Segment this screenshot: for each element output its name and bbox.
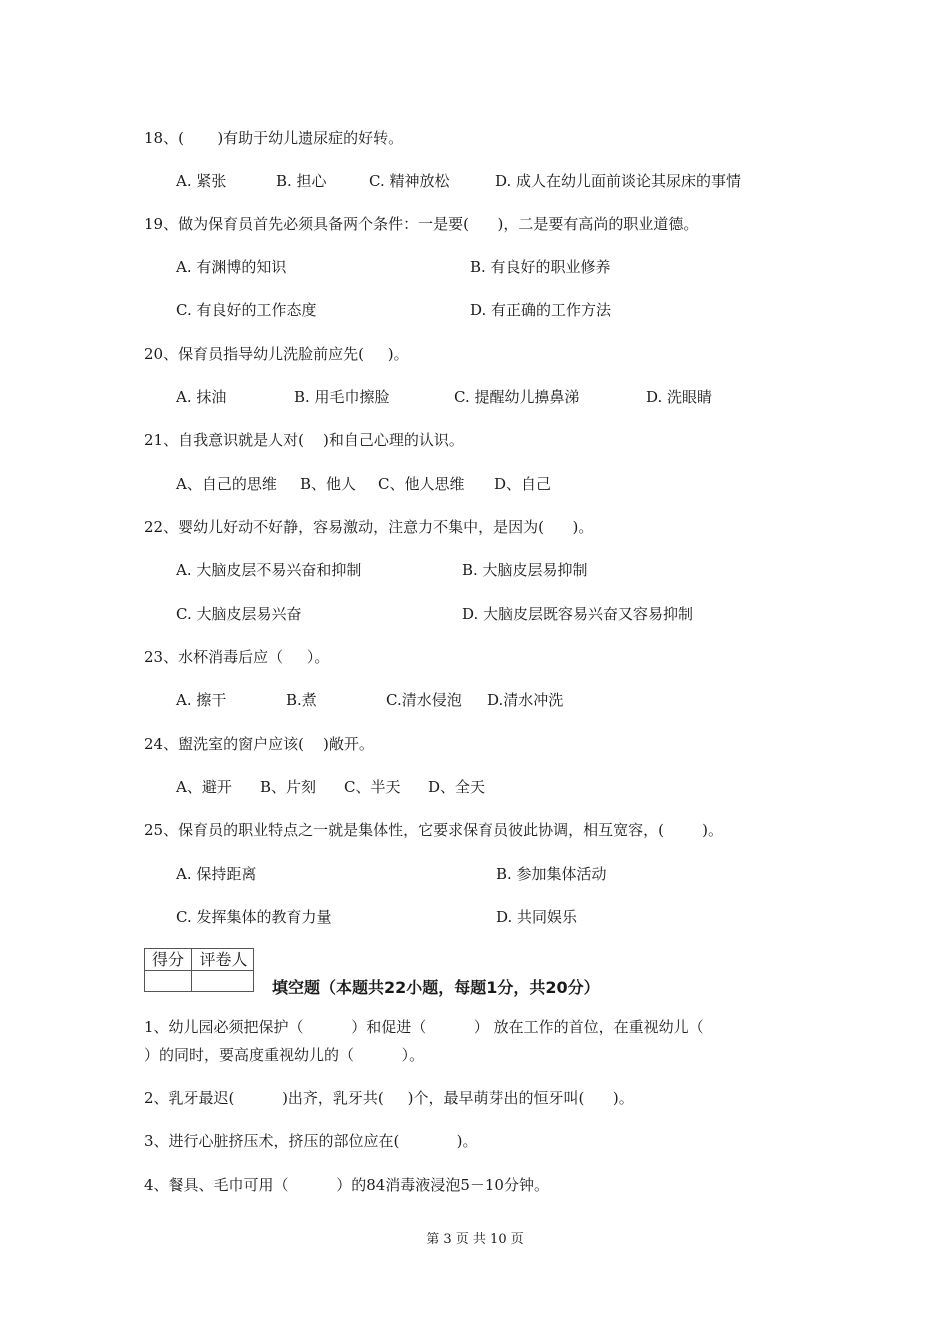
question-25-option-b: B. 参加集体活动 <box>496 865 607 883</box>
question-23-option-c: C.清水侵泡 <box>386 691 462 709</box>
question-20-stem: 20、保育员指导幼儿洗脸前应先( )。 <box>144 345 409 363</box>
question-19-option-d: D. 有正确的工作方法 <box>470 301 612 319</box>
fill-blank-1-line-2: ）的同时，要高度重视幼儿的（ ）。 <box>144 1046 425 1064</box>
question-25-option-c: C. 发挥集体的教育力量 <box>176 908 332 926</box>
question-23-stem: 23、水杯消毒后应（ ）。 <box>144 648 330 666</box>
question-22-option-d: D. 大脑皮层既容易兴奋又容易抑制 <box>462 605 694 623</box>
fill-blank-2: 2、乳牙最迟( )出齐，乳牙共( )个，最早萌芽出的恒牙叫( )。 <box>144 1089 634 1107</box>
question-25-option-d: D. 共同娱乐 <box>496 908 578 926</box>
question-22-stem: 22、婴幼儿好动不好静，容易激动，注意力不集中，是因为( )。 <box>144 518 594 536</box>
question-23-option-a: A. 擦干 <box>176 691 227 709</box>
question-22-option-a: A. 大脑皮层不易兴奋和抑制 <box>176 561 362 579</box>
question-18-option-c: C. 精神放松 <box>369 172 450 190</box>
score-label: 得分 <box>151 950 184 969</box>
question-21-option-a: A、自己的思维 <box>176 475 277 493</box>
question-20-option-d: D. 洗眼睛 <box>646 388 713 406</box>
question-25-option-a: A. 保持距离 <box>176 865 257 883</box>
fill-blank-1-line-1: 1、幼儿园必须把保护（ ）和促进（ ） 放在工作的首位，在重视幼儿（ <box>144 1018 704 1036</box>
section-title: 填空题（本题共22小题，每题1分，共20分） <box>272 978 600 997</box>
reviewer-label: 评卷人 <box>199 950 248 969</box>
fill-blank-3: 3、进行心脏挤压术，挤压的部位应在( )。 <box>144 1132 478 1150</box>
question-20-option-b: B. 用毛巾擦脸 <box>294 388 390 406</box>
question-24-option-a: A、避开 <box>176 778 232 796</box>
question-24-option-c: C、半天 <box>344 778 401 796</box>
question-23-option-b: B.煮 <box>286 691 317 709</box>
question-21-stem: 21、自我意识就是人对( )和自己心理的认识。 <box>144 431 464 449</box>
question-25-stem: 25、保育员的职业特点之一就是集体性，它要求保育员彼此协调，相互宽容，( )。 <box>144 821 723 839</box>
question-19-stem: 19、做为保育员首先必须具备两个条件：一是要( )，二是要有高尚的职业道德。 <box>144 215 699 233</box>
question-23-option-d: D.清水冲洗 <box>487 691 564 709</box>
question-18-option-d: D. 成人在幼儿面前谈论其尿床的事情 <box>495 172 742 190</box>
question-18-stem: 18、( )有助于幼儿遗尿症的好转。 <box>144 129 404 147</box>
question-22-option-c: C. 大脑皮层易兴奋 <box>176 605 302 623</box>
question-22-option-b: B. 大脑皮层易抑制 <box>462 561 588 579</box>
fill-blank-4: 4、餐具、毛巾可用（ ）的84消毒液浸泡5－10分钟。 <box>144 1176 549 1194</box>
score-table <box>144 948 254 992</box>
question-19-option-c: C. 有良好的工作态度 <box>176 301 317 319</box>
question-18-option-b: B. 担心 <box>276 172 327 190</box>
page-footer: 第 3 页 共 10 页 <box>426 1232 524 1247</box>
question-24-option-b: B、片刻 <box>260 778 317 796</box>
question-24-option-d: D、全天 <box>428 778 486 796</box>
question-18-option-a: A. 紧张 <box>176 172 227 190</box>
question-21-option-d: D、自己 <box>494 475 552 493</box>
question-21-option-b: B、他人 <box>300 475 357 493</box>
score-table-divider <box>145 970 253 971</box>
question-20-option-a: A. 抹油 <box>176 388 227 406</box>
question-19-option-a: A. 有渊博的知识 <box>176 258 287 276</box>
question-24-stem: 24、盥洗室的窗户应该( )敞开。 <box>144 735 374 753</box>
question-21-option-c: C、他人思维 <box>378 475 465 493</box>
question-20-option-c: C. 提醒幼儿擤鼻涕 <box>454 388 580 406</box>
question-19-option-b: B. 有良好的职业修养 <box>470 258 611 276</box>
